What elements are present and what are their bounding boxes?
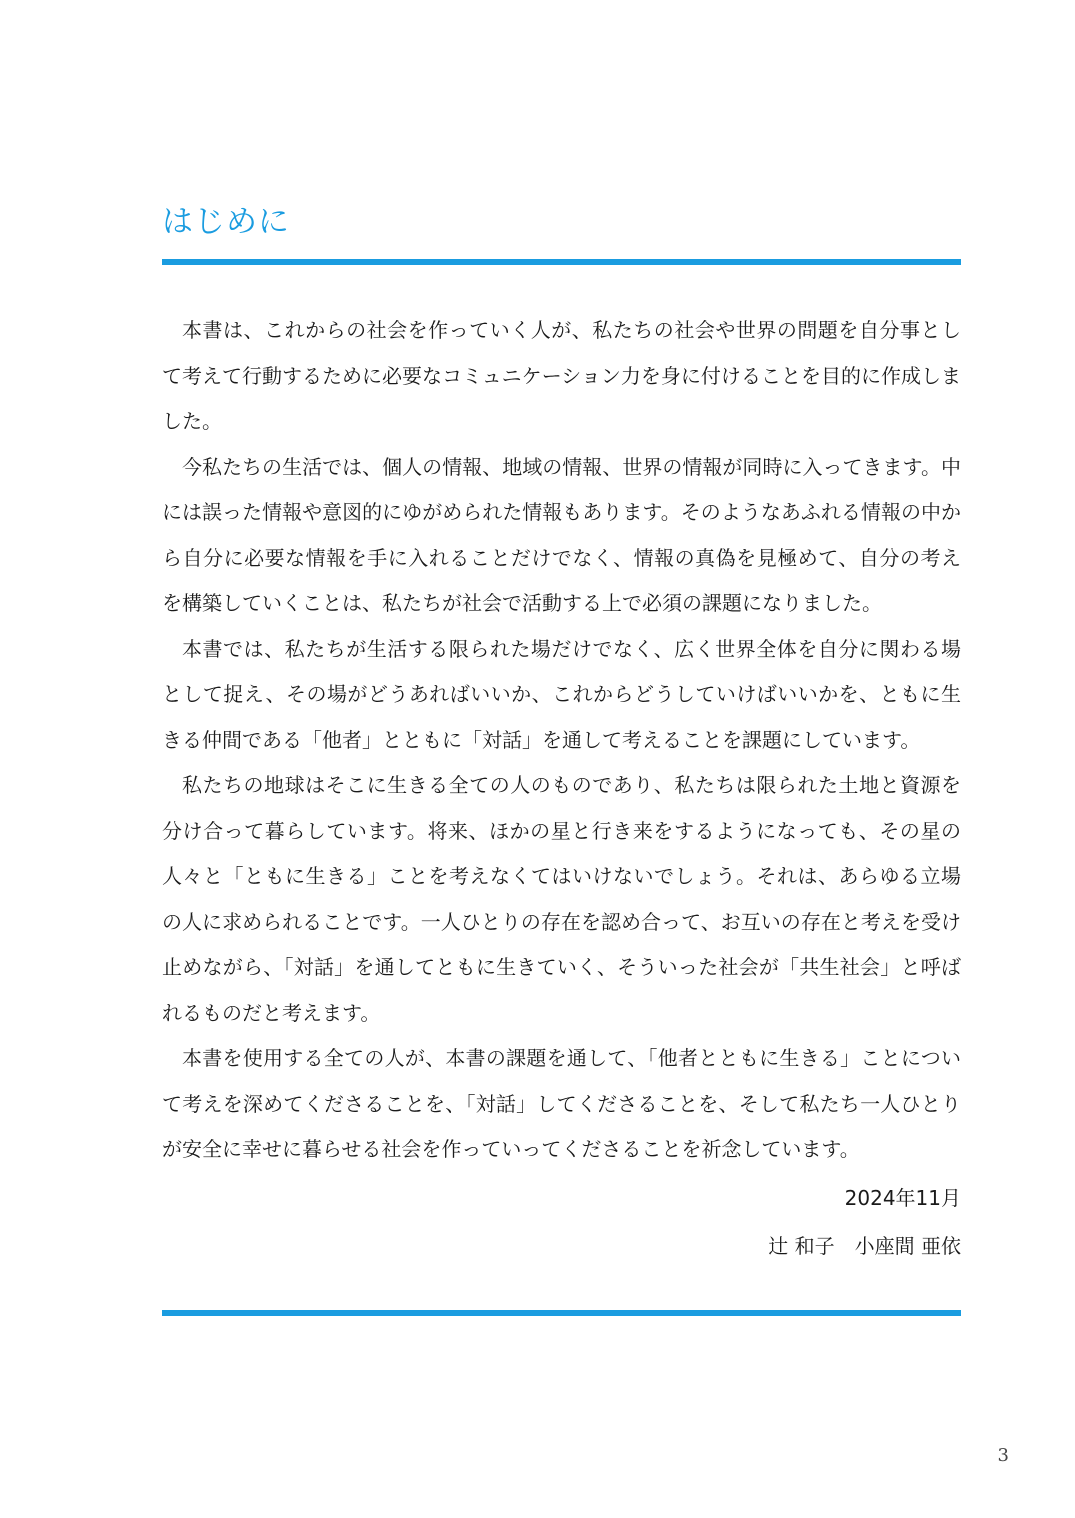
- authors: 辻 和子 小座間 亜依: [768, 1234, 961, 1258]
- page-number: 3: [997, 1445, 1009, 1466]
- paragraph: 本書を使用する全ての人が、本書の課題を通して、「他者とともに生きる」ことについて考えを深めてくださることを、「対話」してくださることを、そして私たち一人ひとりが安全に幸せに暮らせる社会を作っていってくださることを祈念しています。: [162, 1046, 961, 1161]
- paragraph: 今私たちの生活では、個人の情報、地域の情報、世界の情報が同時に入ってきます。中には誤った情報や意図的にゆがめられた情報もあります。そのようなあふれる情報の中から自分に必要な情報を手に入れることだけでなく、情報の真偽を見極めて、自分の考えを構築していくことは、私たちが社会で活動する上で必須の課題になりました。: [162, 454, 961, 615]
- bottom-divider: [162, 1310, 961, 1316]
- paragraph: 私たちの地球はそこに生きる全ての人のものであり、私たちは限られた土地と資源を分け合って暮らしています。将来、ほかの星と行き来をするようになっても、その星の人々と「ともに生きる」ことを考えなくてはいけないでしょう。それは、あらゆる立場の人に求められることです。一人ひとりの存在を認め合って、お互いの存在と考えを受け止めながら、「対話」を通してともに生きていく、そういった社会が「共生社会」と呼ばれるものだと考えます。: [162, 773, 961, 1025]
- date: 2024年11月: [844, 1186, 961, 1210]
- body-text: [162, 308, 961, 1173]
- top-divider: [162, 259, 961, 265]
- page-title: はじめに: [162, 204, 290, 240]
- paragraph: 本書では、私たちが生活する限られた場だけでなく、広く世界全体を自分に関わる場として捉え、その場がどうあればいいか、これからどうしていけばいいかを、ともに生きる仲間である「他者」とともに「対話」を通して考えることを課題にしています。: [162, 636, 961, 752]
- paragraph: 本書は、これからの社会を作っていく人が、私たちの社会や世界の問題を自分事として考えて行動するために必要なコミュニケーション力を身に付けることを目的に作成しました。: [162, 318, 961, 433]
